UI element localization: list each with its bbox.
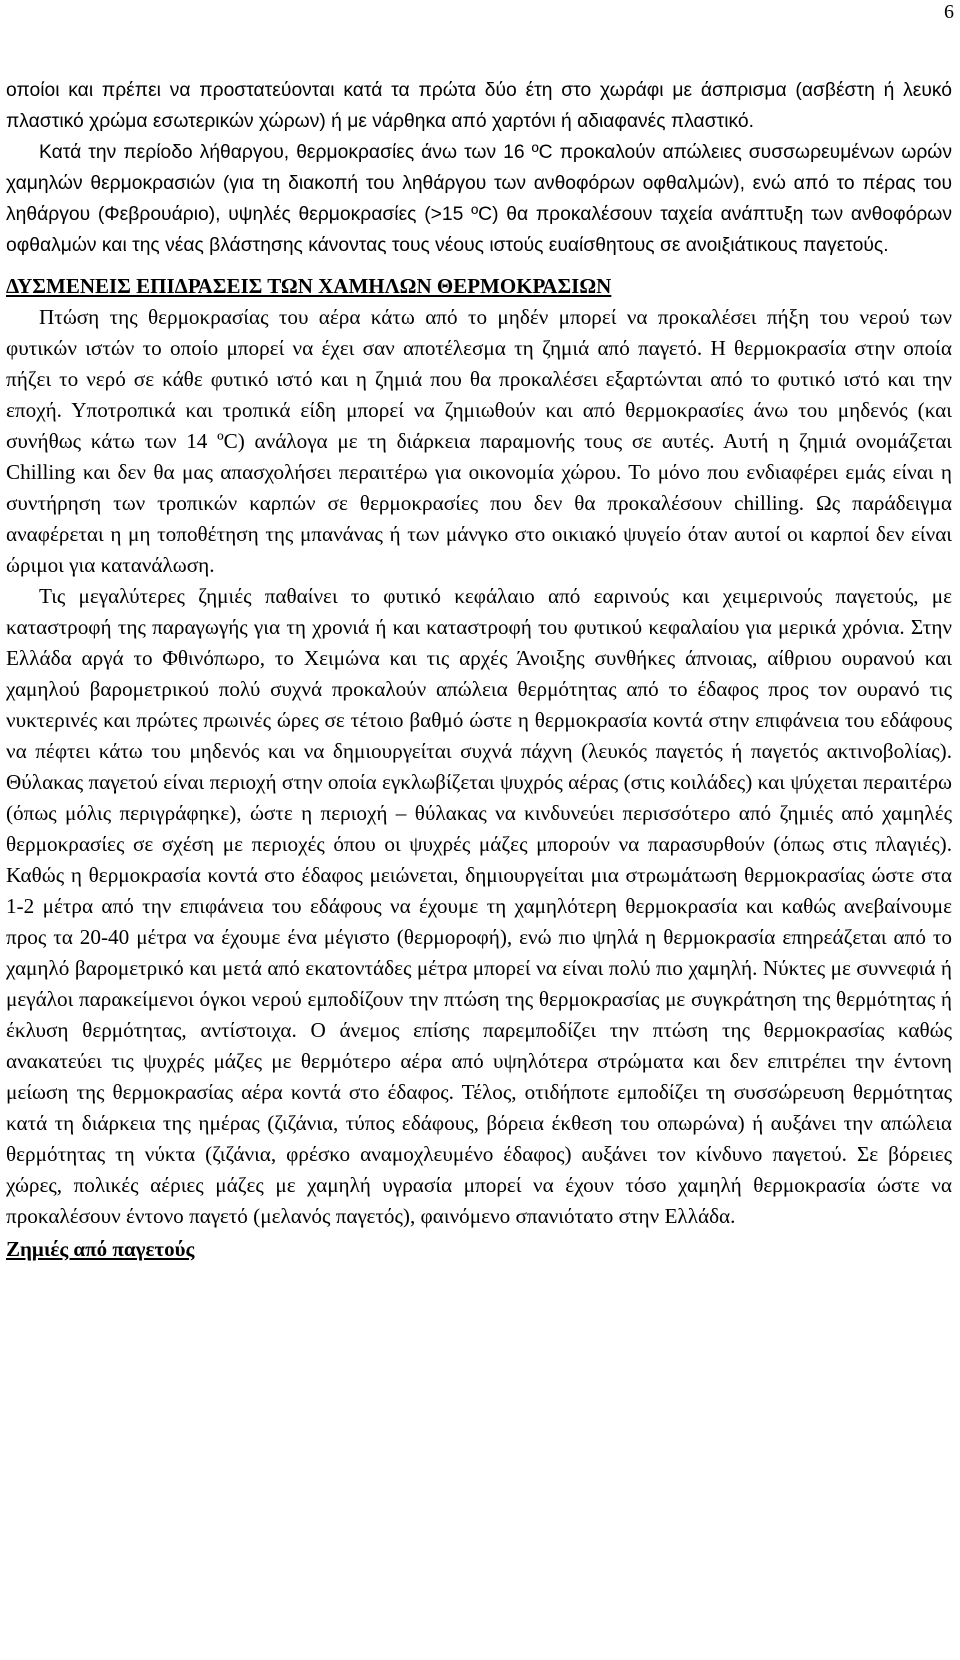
paragraph-freezing: Πτώση της θερμοκρασίας του αέρα κάτω από το μηδέν μπορεί να προκαλέσει πήξη του νερού των φυτικών ιστών το οποίο μπορεί να έχει σαν αποτέλεσμα τη ζημιά από παγετό. Η θερμοκρασία στην οποία πήζει το νερό σε κάθε φυτικό ιστό και η ζημιά που θα προκαλέσει εξαρτώνται από το φυτικό ιστό και την εποχή. Υποτροπικά και τροπικά είδη μπορεί να ζημιωθούν και από θερμοκρασίες άνω του μηδενός (και συνήθως κάτω των 14 ºC) ανάλογα με τη διάρκεια παραμονής τους σε αυτές. Αυτή η ζημιά ονομάζεται Chilling και δεν θα μας απασχολήσει περαιτέρω για οικονομία χώρου. Το μόνο που ενδιαφέρει εμάς είναι η συντήρηση των τροπικών καρπών σε θερμοκρασίες που δεν θα προκαλέσουν chilling. Ως παράδειγμα αναφέρεται η μη τοποθέτηση της μπανάνας ή των μάνγκο στο οικιακό ψυγείο όταν αυτοί οι καρποί δεν είναι ώριμοι για κατανάλωση. [6, 305, 952, 577]
page-number: 6 [944, 1, 954, 23]
section-heading-low-temperature-effects: ΔΥΣΜΕΝΕΙΣ ΕΠΙΔΡΑΣΕΙΣ ΤΩΝ ΧΑΜΗΛΩΝ ΘΕΡΜΟΚΡΑΣΙΩΝ [6, 274, 612, 298]
document-body [6, 75, 952, 1265]
paragraph-frost-damage: Τις μεγαλύτερες ζημιές παθαίνει το φυτικό κεφάλαιο από εαρινούς και χειμερινούς παγετούς, με καταστροφή της παραγωγής για τη χρονιά ή και καταστροφή του φυτικού κεφαλαίου για μερικά χρόνια. Στην Ελλάδα αργά το Φθινόπωρο, το Χειμώνα και τις αρχές Άνοιξης συνθήκες άπνοιας, αίθριου ουρανού και χαμηλού βαρομετρικού πολύ συχνά προκαλούν απώλεια θερμότητας από το έδαφος προς τον ουρανό τις νυκτερινές και πρώτες πρωινές ώρες σε τέτοιο βαθμό ώστε η θερμοκρασία κοντά στην επιφάνεια του εδάφους να πέφτει κάτω του μηδενός και να δημιουργείται συχνά πάχνη (λευκός παγετός ή παγετός ακτινοβολίας). Θύλακας παγετού είναι περιοχή στην οποία εγκλωβίζεται ψυχρός αέρας (στις κοιλάδες) και ψύχεται περαιτέρω (όπως μόλις περιγράφηκε), ώστε η περιοχή – θύλακας να κινδυνεύει περισσότερο από ζημιές από χαμηλές θερμοκρασίες σε σχέση με περιοχές όπου οι ψυχρές μάζες μπορούν να παρασυρθούν (όπως στις πλαγιές). Καθώς η θερμοκρασία κοντά στο έδαφος μειώνεται, δημιουργείται μια στρωμάτωση θερμοκρασίας ώστε στα 1-2 μέτρα από την επιφάνεια του εδάφους να έχουμε τη χαμηλότερη θερμοκρασία και καθώς ανεβαίνουμε προς τα 20-40 μέτρα να έχουμε ένα μέγιστο (θερμοροφή), ενώ πιο ψηλά η θερμοκρασία επηρεάζεται από το χαμηλό βαρομετρικό και μετά από εκατοντάδες μέτρα μπορεί να είναι πολύ πιο χαμηλή. Νύκτες με συννεφιά ή μεγάλοι παρακείμενοι όγκοι νερού εμποδίζουν την πτώση της θερμοκρασίας με συγκράτηση της θερμότητας ή έκλυση θερμότητας, αντίστοιχα. Ο άνεμος επίσης παρεμποδίζει την πτώση της θερμοκρασίας καθώς ανακατεύει τις ψυχρές μάζες με θερμότερο αέρα από υψηλότερα στρώματα και δεν επιτρέπει την έντονη μείωση της θερμοκρασίας αέρα κοντά στο έδαφος. Τέλος, οτιδήποτε εμποδίζει τη συσσώρευση θερμότητας κατά τη διάρκεια της ημέρας (ζιζάνια, τύπος εδάφους, βόρεια έκθεση του οπωρώνα) ή αυξάνει την απώλεια θερμότητας τη νύκτα (ζιζάνια, φρέσκο αναμοχλευμένο έδαφος) αυξάνει τον κίνδυνο παγετού. Σε βόρειες χώρες, πολικές αέριες μάζες με χαμηλή υγρασία μπορεί να έχουν τόσο χαμηλή θερμοκρασία ώστε να προκαλέσουν έντονο παγετό (μελανός παγετός), φαινόμενο σπανιότατο στην Ελλάδα. [6, 584, 952, 1228]
paragraph-continuation: οποίοι και πρέπει να προστατεύονται κατά τα πρώτα δύο έτη στο χωράφι με άσπρισμα (ασβέστη ή λευκό πλαστικό χρώμα εσωτερικών χώρων) ή με νάρθηκα από χαρτόνι ή αδιαφανές πλαστικό. [6, 80, 952, 132]
paragraph-dormancy: Κατά την περίοδο λήθαργου, θερμοκρασίες άνω των 16 ºC προκαλούν απώλειες συσσωρευμένων ωρών χαμηλών θερμοκρασιών (για τη διακοπή του ληθάργου των ανθοφόρων οφθαλμών), ενώ από το πέρας του ληθάργου (Φεβρουάριο), υψηλές θερμοκρασίες (>15 ºC) θα προκαλέσουν ταχεία ανάπτυξη των ανθοφόρων οφθαλμών και της νέας βλάστησης κάνοντας τους νέους ιστούς ευαίσθητους σε ανοιξιάτικους παγετούς. [6, 142, 952, 256]
section-heading-frost-damage: Ζημιές από παγετούς [6, 1237, 195, 1261]
